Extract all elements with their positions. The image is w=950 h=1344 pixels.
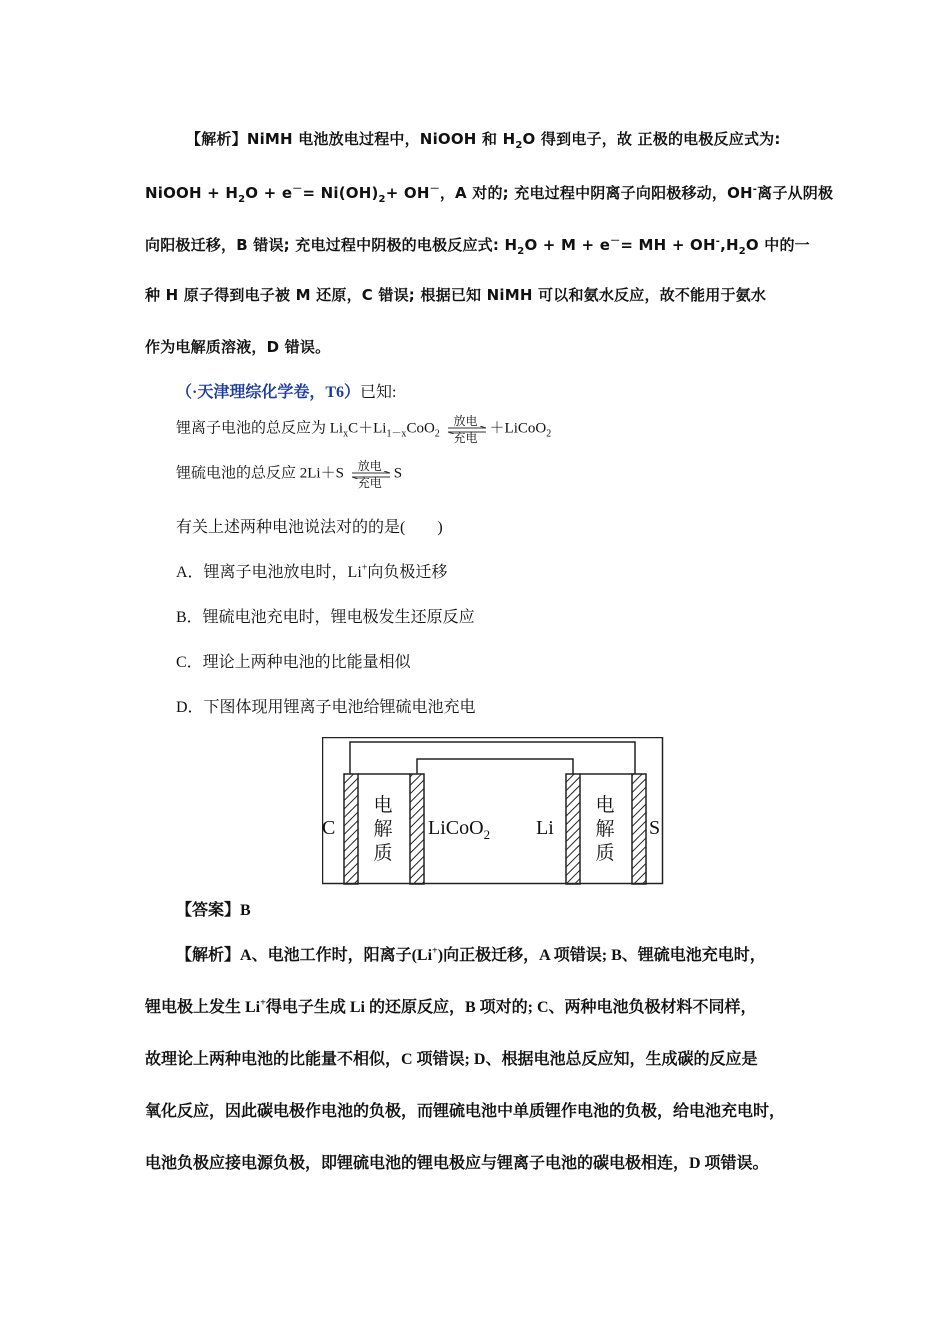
text: + OH — [385, 184, 430, 202]
electrode-licoo2 — [410, 774, 424, 884]
question-intro: 已知: — [360, 384, 397, 401]
text: = Ni(OH) — [302, 184, 379, 202]
subscript: 2 — [546, 428, 552, 440]
text: ，A 对的; 充电过程中阴离子向阳极移动，OH — [439, 184, 753, 202]
subscript: 2 — [434, 428, 440, 440]
text: O 中的一 — [745, 236, 810, 254]
text: 向阳极迁移，B 错误; 充电过程中阴极的电极反应式: H — [145, 236, 518, 254]
text: 电 — [595, 794, 615, 816]
label-li: Li — [536, 817, 554, 839]
text: S — [393, 465, 403, 482]
analysis-line-3 — [145, 232, 810, 257]
analysis2-line-5: 电池负极应接电源负极，即锂硫电池的锂电极应与锂离子电池的碳电极相连，D 项错误。 — [145, 1155, 769, 1172]
text: CoO — [406, 420, 435, 437]
option-c: C．理论上两种电池的比能量相似 — [176, 654, 411, 671]
arrow-bottom-label: 充电 — [357, 476, 382, 490]
electrode-li — [566, 774, 580, 884]
text: )向正极迁移，A 项错误; B、锂硫电池充电时， — [437, 947, 766, 964]
superscript: + — [260, 997, 266, 1009]
arrow-top-label: 放电 — [357, 459, 382, 473]
question-header — [176, 379, 396, 402]
answer-line — [176, 897, 251, 920]
reaction-2 — [176, 459, 402, 489]
subscript: 2 — [378, 194, 386, 205]
answer-value: B — [240, 902, 251, 919]
analysis-line-2 — [145, 180, 833, 205]
text: O + e — [245, 184, 293, 202]
arrow-top-label: 放电 — [453, 414, 478, 428]
reversible-arrow — [446, 414, 488, 444]
subscript: 2 — [738, 246, 746, 257]
text: A、电池工作时，阳离子(Li — [240, 947, 433, 964]
superscript: － — [610, 236, 621, 247]
superscript: + — [361, 562, 368, 574]
analysis-line-5: 作为电解质溶液，D 错误。 — [145, 338, 331, 356]
reaction-1 — [176, 414, 551, 444]
label-licoo2 — [428, 817, 490, 843]
answer-label: 【答案】 — [176, 902, 241, 919]
battery-diagram — [322, 737, 664, 885]
analysis-line-1 — [186, 128, 781, 151]
text: = MH + OH — [620, 236, 716, 254]
superscript: － — [429, 184, 440, 195]
option-b: B．锂硫电池充电时，锂电极发生还原反应 — [176, 609, 475, 626]
label-c: C — [322, 817, 336, 839]
subscript: 2 — [483, 827, 491, 842]
text: O + M + e — [524, 236, 611, 254]
text: 电 — [373, 794, 393, 816]
superscript: － — [292, 184, 303, 195]
text: O 得到电子，故 正极的电极反应式为: — [522, 130, 781, 148]
subscript: x — [343, 428, 349, 440]
text: 质 — [595, 842, 615, 864]
analysis-line-4: 种 H 原子得到电子被 M 还原，C 错误; 根据已知 NiMH 可以和氨水反应，故不能用于氨水 — [145, 286, 767, 304]
text: ＋LiCoO — [489, 420, 547, 437]
text: 锂硫电池的总反应 2Li＋S — [176, 465, 344, 482]
reversible-arrow — [350, 459, 392, 489]
text: 向负极迁移 — [367, 564, 448, 581]
text: NiMH 电池放电过程中，NiOOH 和 H — [246, 130, 516, 148]
text: 解 — [595, 818, 615, 840]
analysis2-line-1 — [176, 942, 766, 965]
superscript: + — [432, 945, 438, 957]
text: ,H — [720, 236, 739, 254]
electrolyte-right — [594, 793, 616, 865]
text: NiOOH + H — [145, 184, 239, 202]
option-a — [176, 559, 447, 582]
text: 得电子生成 Li 的还原反应，B 项对的; C、两种电池负极材料不同样， — [265, 999, 757, 1016]
question-source: （·天津理综化学卷，T6） — [176, 384, 361, 401]
label-s: S — [649, 817, 661, 839]
text: 锂电极上发生 Li — [145, 999, 261, 1016]
text: 离子从阴极 — [757, 184, 834, 202]
text: LiCoO — [428, 817, 484, 839]
text: 解 — [373, 818, 393, 840]
analysis-label: 【解析】 — [186, 130, 247, 148]
option-d: D．下图体现用锂离子电池给锂硫电池充电 — [176, 699, 476, 716]
analysis2-line-4: 氧化反应，因此碳电极作电池的负极，而锂硫电池中单质锂作电池的负极，给电池充电时， — [145, 1103, 786, 1120]
arrow-bottom-label: 充电 — [453, 431, 478, 445]
subscript: 1－x — [386, 428, 407, 440]
electrolyte-left — [372, 793, 394, 865]
question-stem: 有关上述两种电池说法对的的是( ) — [176, 519, 443, 536]
text: C＋Li — [348, 420, 387, 437]
subscript: 2 — [517, 246, 525, 257]
superscript: - — [752, 184, 758, 195]
text: A．锂离子电池放电时，Li — [176, 564, 362, 581]
electrode-c — [344, 774, 358, 884]
text: 质 — [373, 842, 393, 864]
subscript: 2 — [515, 140, 523, 151]
analysis2-line-2 — [145, 994, 757, 1017]
analysis-label: 【解析】 — [176, 947, 241, 964]
analysis2-line-3: 故理论上两种电池的比能量不相似，C 项错误; D、根据电池总反应知，生成碳的反应是 — [145, 1051, 758, 1068]
superscript: - — [715, 236, 721, 247]
subscript: 2 — [238, 194, 246, 205]
electrode-s — [632, 774, 646, 884]
text: 锂离子电池的总反应为 Li — [176, 420, 344, 437]
